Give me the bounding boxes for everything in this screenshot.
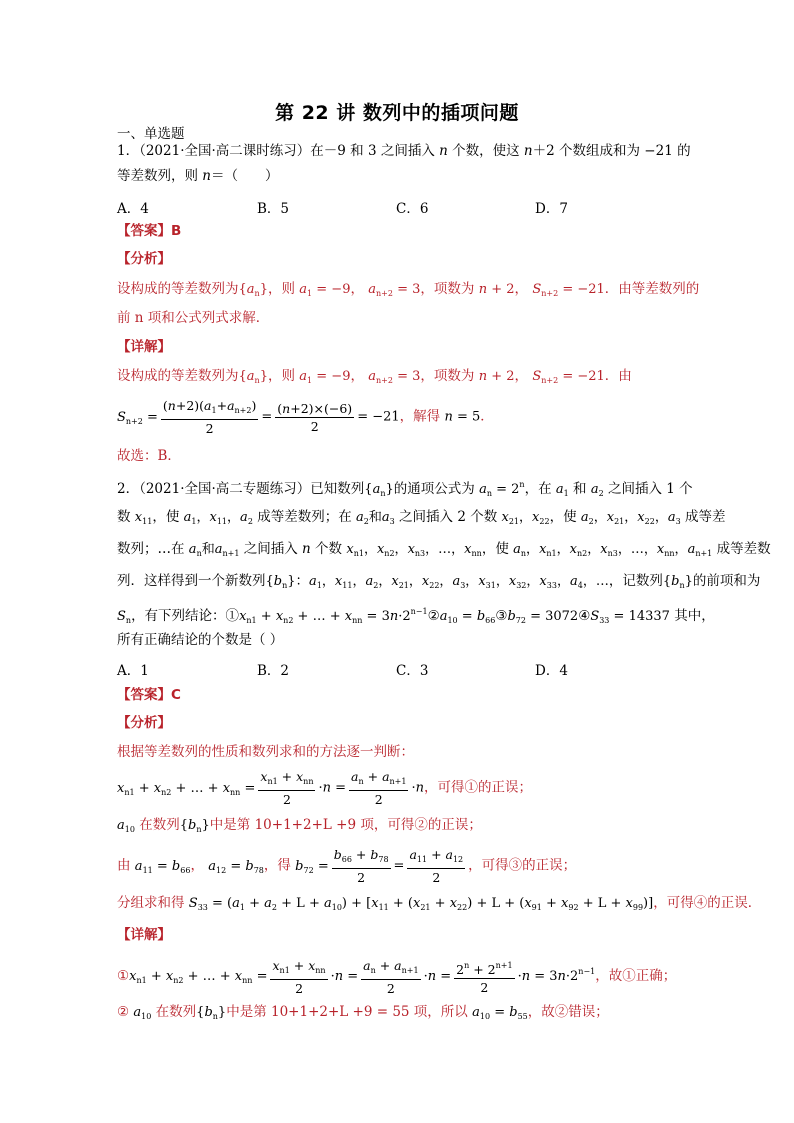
- q2-analysis-line2: $x_{n1} + x_{n2}$ + … + $x_{nn}$ = $\frac{x_{n1} + x_{nn}}{2}$ ·n = $\frac{a_n + a_{n+1}}{2}$ ·n，可得①的正误；: [117, 769, 532, 807]
- q2-stem-line4: 列．这样得到一个新数列$\{b_n\}$：$a_1$，$x_{11}$，$a_2$，$x_{21}$，$x_{22}$，$a_3$，$x_{31}$，$x_{32}$，$x_{33}$，$a_4$，…，记数列$\{b_n\}$的前项和为: [117, 573, 761, 590]
- q2-answer: 【答案】C: [117, 687, 181, 703]
- q1-detail-line2: $S_{n+2}$ = $\frac{(n+2)(a_1+a_{n+2})}{2}$ = $\frac{(n+2)\times(-6)}{2}$ = −21，解得 n = 5．: [117, 398, 494, 436]
- q2-analysis-line1: 根据等差数列的性质和数列求和的方法逐一判断：: [117, 744, 414, 760]
- page-title: 第 22 讲 数列中的插项问题: [275, 102, 519, 124]
- q1-detail-label: 【详解】: [117, 339, 171, 355]
- q2-stem-line1: 2．（2021·全国·高二专题练习）已知数列$\{a_n\}$的通项公式为 $a_n = 2^n$，在 $a_1$ 和 $a_2$ 之间插入 1 个: [117, 480, 693, 498]
- q2-option-c: C．3: [396, 663, 429, 679]
- q2-option-b: B．2: [257, 663, 290, 679]
- q2-detail-line2: ② $a_{10}$ 在数列$\{b_n\}$中是第 10+1+2+L +9 = 55 项，所以 $a_{10} = b_{55}$，故②错误；: [117, 1004, 609, 1021]
- q2-stem-line3: 数列；…在 $a_n$和$a_{n+1}$ 之间插入 n 个数 $x_{n1}$，$x_{n2}$，$x_{n3}$，…，$x_{nn}$，使 $a_n$，$x_{n1}$，$x_{n2}$，$x_{n3}$，…，$x_{nn}$，$a_{n+1}$ 成等差数: [117, 541, 771, 558]
- q2-analysis-label: 【分析】: [117, 715, 171, 731]
- q2-detail-label: 【详解】: [117, 927, 171, 943]
- q2-option-a: A．1: [117, 663, 149, 679]
- q1-option-b: B．5: [257, 201, 290, 217]
- section-heading: 一、单选题: [117, 126, 185, 142]
- q1-option-a: A．4: [117, 201, 149, 217]
- q1-analysis-label: 【分析】: [117, 251, 171, 267]
- q2-analysis-line4: 由 $a_{11} = b_{66}$， $a_{12} = b_{78}$，得 $b_{72}$ = $\frac{b_{66} + b_{78}}{2}$ = $\frac{a_{11} + a_{12}}{2}$ ，可得③的正误；: [117, 847, 577, 885]
- q2-analysis-line5: 分组求和得 $S_{33} = (a_1 + a_2 + L + a_{10}) + [x_{11} + (x_{21} + x_{22}) + L + (x_{91} + x_{92} + L + x_{99})]$，可得④的正误．: [117, 895, 762, 912]
- q2-stem-line2: 数 $x_{11}$，使 $a_1$，$x_{11}$，$a_2$ 成等差数列；在 $a_2$和$a_3$ 之间插入 2 个数 $x_{21}$，$x_{22}$，使 $a_2$，$x_{21}$，$x_{22}$，$a_3$ 成等差: [117, 509, 726, 526]
- q1-stem-line2: 等差数列，则 n＝（ ）: [117, 168, 279, 184]
- q1-option-d: D．7: [535, 201, 568, 217]
- q2-stem-line6: 所有正确结论的个数是（ ）: [117, 632, 284, 648]
- q1-conclusion: 故选：B．: [117, 448, 181, 464]
- q2-analysis-line3: $a_{10}$ 在数列$\{b_n\}$中是第 10+1+2+L +9 项，可得②的正误；: [117, 817, 482, 834]
- q2-option-d: D．4: [535, 663, 568, 679]
- q1-answer: 【答案】B: [117, 223, 182, 239]
- q2-detail-line1: $①x_{n1} + x_{n2}$ + … + $x_{nn}$ = $\frac{x_{n1} + x_{nn}}{2}$ ·n = $\frac{a_n + a_{n+1}}{2}$ ·n = $\frac{2^n + 2^{n+1}}{2}$ $\cdot n = 3n\cdot 2^{n-1}$，故①正确；: [117, 957, 677, 996]
- q1-detail-line1: 设构成的等差数列为$\{a_n\}$，则 $a_1 = -9$， $a_{n+2} = 3$，项数为 n + 2， $S_{n+2} = -21$．由: [117, 368, 632, 385]
- q2-stem-line5: $S_n$，有下列结论：$①x_{n1} + x_{n2}$ + … + $x_{nn}$ = $3n\cdot 2^{n-1}②a_{10}$ = $b_{66}③b_{72}$ = $3072④S_{33} = 14337$ 其中，: [117, 607, 715, 625]
- q1-analysis-line2: 前 n 项和公式列式求解．: [117, 310, 270, 326]
- q1-stem-line1: 1．（2021·全国·高二课时练习）在－9 和 3 之间插入 n 个数，使这 n＋2 个数组成和为 −21 的: [117, 143, 691, 159]
- q1-analysis-line1: 设构成的等差数列为$\{a_n\}$，则 $a_1 = -9$， $a_{n+2} = 3$，项数为 n + 2， $S_{n+2} = -21$．由等差数列的: [117, 281, 700, 298]
- q1-option-c: C．6: [396, 201, 429, 217]
